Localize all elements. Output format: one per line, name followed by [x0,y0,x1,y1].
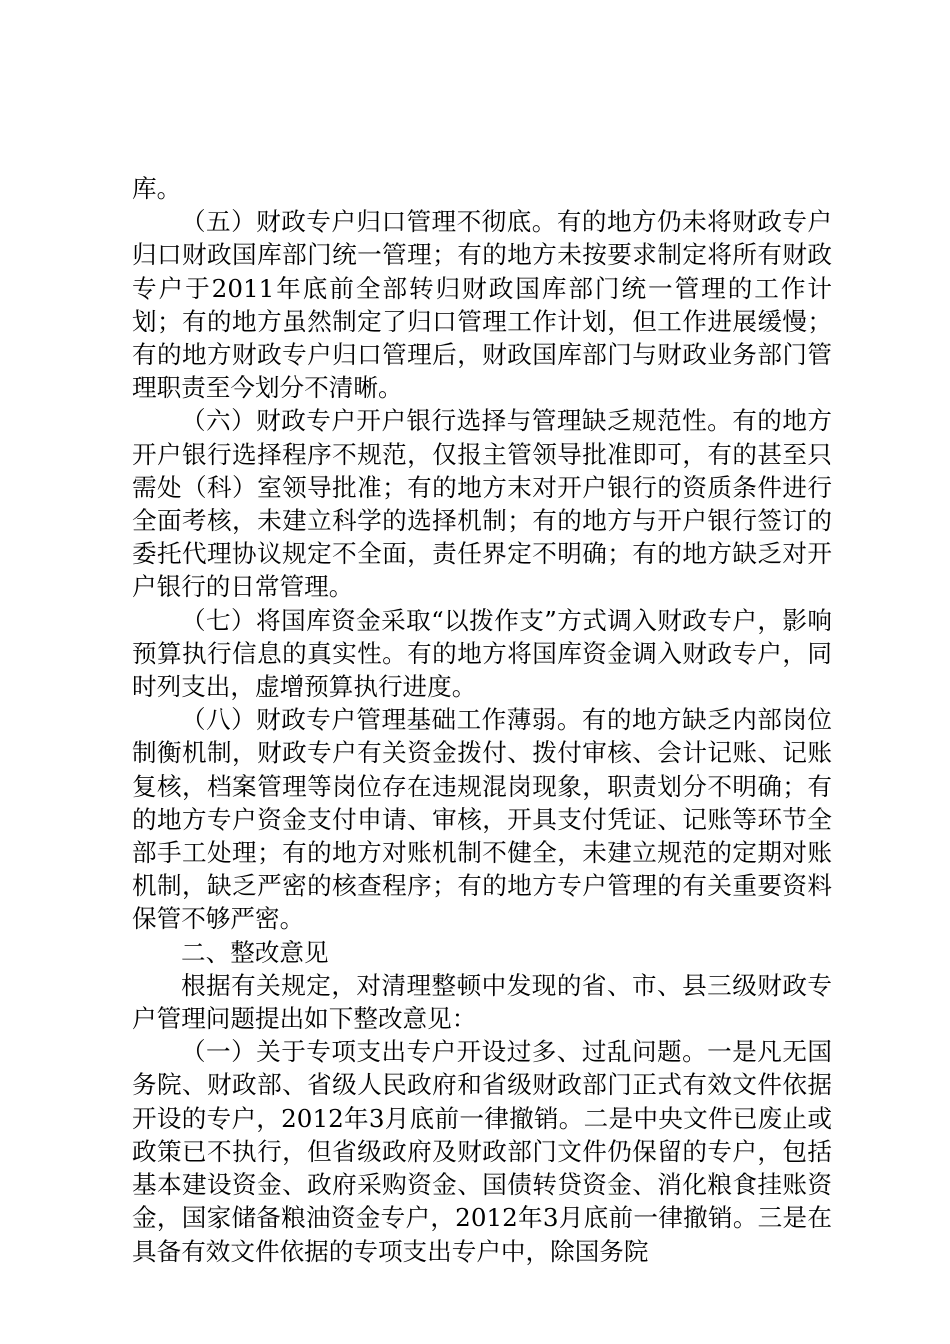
paragraph-item-1: （一）关于专项支出专户开设过多、过乱问题。一是凡无国务院、财政部、省级人民政府和省级财政部门正式有效文件依据开设的专户，2012年3月底前一律撤销。二是中央文件已废止或政策已不执行，但省级政府及财政部门文件仍保留的专户，包括基本建设资金、政府采购资金、国债转贷资金、消化粮食挂账资金，国家储备粮油资金专户，2012年3月底前一律撤销。三是在具备有效文件依据的专项支出专户中，除国务院 [132,1037,832,1266]
section-heading-rectification: 二、整改意见 [181,937,329,967]
paragraph-continuation: 库。 [132,174,182,203]
paragraph-section-7: （七）将国库资金采取“以拨作支”方式调入财政专户，影响预算执行信息的真实性。有的地方将国库资金调入财政专户，同时列支出，虚增预算执行进度。 [132,605,832,702]
paragraph-section-8: （八）财政专户管理基础工作薄弱。有的地方缺乏内部岗位制衡机制，财政专户有关资金拨付、拨付审核、会计记账、记账复核，档案管理等岗位存在违规混岗现象，职责划分不明确；有的地方专户资金支付申请、审核，开具支付凭证、记账等环节全部手工处理；有的地方对账机制不健全，未建立规范的定期对账机制，缺乏严密的核查程序；有的地方专户管理的有关重要资料保管不够严密。 [132,705,832,934]
document-page [132,172,832,1268]
paragraph-section-5: （五）财政专户归口管理不彻底。有的地方仍未将财政专户归口财政国库部门统一管理；有的地方未按要求制定将所有财政专户于2011年底前全部转归财政国库部门统一管理的工作计划；有的地方虽然制定了归口管理工作计划，但工作进展缓慢；有的地方财政专户归口管理后，财政国库部门与财政业务部门管理职责至今划分不清晰。 [132,207,832,403]
paragraph-intro: 根据有关规定，对清理整顿中发现的省、市、县三级财政专户管理问题提出如下整改意见： [132,970,832,1034]
paragraph-section-6: （六）财政专户开户银行选择与管理缺乏规范性。有的地方开户银行选择程序不规范，仅报主管领导批准即可，有的甚至只需处（科）室领导批准；有的地方末对开户银行的资质条件进行全面考核，未建立科学的选择机制；有的地方与开户银行签订的委托代理协议规定不全面，责任界定不明确；有的地方缺乏对开户银行的日常管理。 [132,406,832,602]
